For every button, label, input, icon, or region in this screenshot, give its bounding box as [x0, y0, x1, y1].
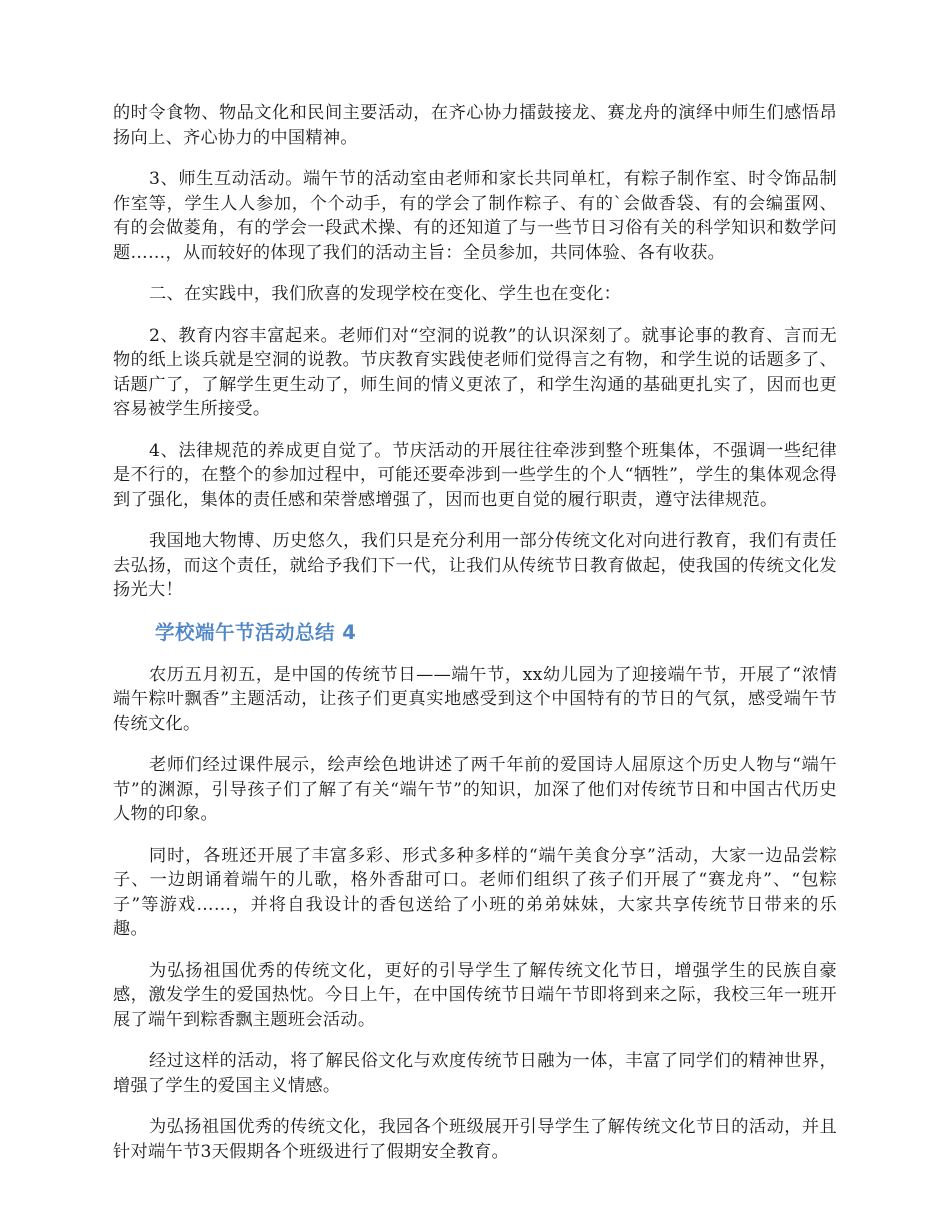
paragraph: 的时令食物、物品文化和民间主要活动，在齐心协力擂鼓接龙、赛龙舟的演绎中师生们感悟昂扬向上、齐心协力的中国精神。 — [113, 103, 837, 148]
paragraph: 农历五月初五，是中国的传统节日——端午节，xx幼儿园为了迎接端午节，开展了“浓情端午粽叶飘香”主题活动，让孩子们更真实地感受到这个中国特有的节日的气氛，感受端午节传统文化。 — [113, 664, 837, 734]
paragraph: 老师们经过课件展示，绘声绘色地讲述了两千年前的爱国诗人屈原这个历史人物与“端午节”的渊源，引导孩子们了解了有关“端午节”的知识，加深了他们对传统节日和中国古代历史人物的印象。 — [113, 755, 837, 824]
paragraph: 经过这样的活动，将了解民俗文化与欢度传统节日融为一体，丰富了同学们的精神世界，增强了学生的爱国主义情感。 — [113, 1051, 837, 1096]
paragraph: 同时，各班还开展了丰富多彩、形式多种多样的“端午美食分享”活动，大家一边品尝粽子、一边朗诵着端午的儿歌，格外香甜可口。老师们组织了孩子们开展了“赛龙舟”、“包粽子”等游戏……，并将自我设计的香包送给了小班的弟弟妹妹，大家共享传统节日带来的乐趣。 — [113, 845, 837, 939]
paragraph: 4、法律规范的养成更自觉了。节庆活动的开展往往牵涉到整个班集体，不强调一些纪律是不行的，在整个的参加过程中，可能还要牵涉到一些学生的个人“牺牲”，学生的集体观念得到了强化，集体的责任感和荣誉感增强了，因而也更自觉的履行职责，遵守法律规范。 — [113, 440, 837, 510]
paragraph: 我国地大物博、历史悠久，我们只是充分利用一部分传统文化对向进行教育，我们有责任去弘扬，而这个责任，就给予我们下一代，让我们从传统节日教育做起，使我国的传统文化发扬光大！ — [113, 531, 837, 600]
paragraph: 二、在实践中，我们欣喜的发现学校在变化、学生也在变化： — [149, 284, 622, 304]
paragraph: 3、师生互动活动。端午节的活动室由老师和家长共同单杠，有粽子制作室、时令饰品制作室等，学生人人参加，个个动手，有的学会了制作粽子、有的`会做香袋、有的会编蛋网、有的会做菱角，有的学会一段武术操、有的还知道了与一些节日习俗有关的科学知识和数学问题……，从而较好的体现了我们的活动主旨：全员参加，共同体验、各有收获。 — [113, 169, 837, 263]
paragraph: 2、教育内容丰富起来。老师们对“空洞的说教”的认识深刻了。就事论事的教育、言而无物的纸上谈兵就是空洞的说教。节庆教育实践使老师们觉得言之有物，和学生说的话题多了、话题广了，了解学生更生动了，师生间的情义更浓了，和学生沟通的基础更扎实了，因而也更容易被学生所接受。 — [113, 325, 837, 419]
paragraph: 为弘扬祖国优秀的传统文化，更好的引导学生了解传统文化节日，增强学生的民族自豪感，激发学生的爱国热忱。今日上午，在中国传统节日端午节即将到来之际，我校三年一班开展了端午到粽香飘主题班会活动。 — [113, 960, 837, 1030]
section-heading: 学校端午节活动总结 4 — [155, 620, 357, 644]
paragraph: 为弘扬祖国优秀的传统文化，我园各个班级展开引导学生了解传统文化节日的活动，并且针对端午节3天假期各个班级进行了假期安全教育。 — [113, 1117, 837, 1162]
